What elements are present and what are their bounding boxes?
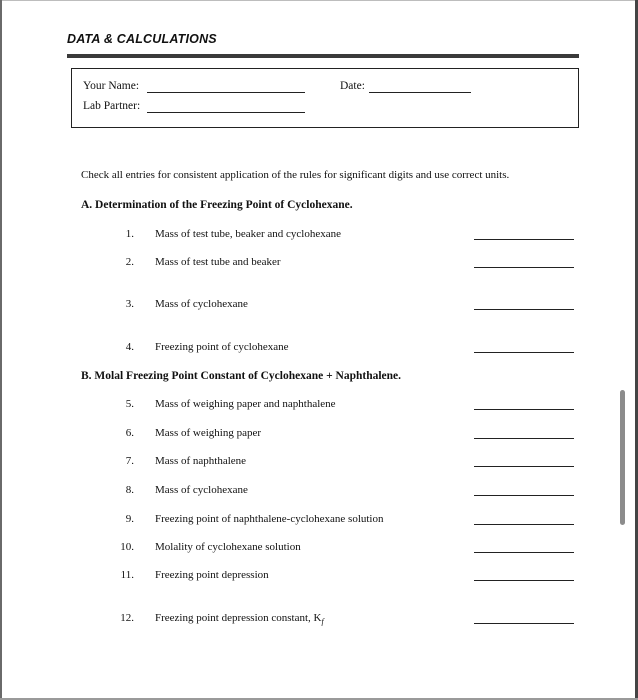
- lab-partner-label: Lab Partner:: [83, 100, 141, 112]
- question-number: 11.: [120, 569, 134, 581]
- question-number: 4.: [125, 341, 134, 353]
- answer-line[interactable]: [474, 239, 574, 240]
- subscript-f: f: [321, 617, 324, 627]
- question-row: [0, 341, 638, 357]
- answer-line[interactable]: [474, 267, 574, 268]
- answer-line[interactable]: [474, 438, 574, 439]
- question-number: 2.: [125, 256, 134, 268]
- answer-line[interactable]: [474, 623, 574, 624]
- name-label: Your Name:: [83, 80, 140, 92]
- question-row: [0, 398, 638, 414]
- question-text: Mass of cyclohexane: [155, 484, 248, 496]
- question-row: [0, 256, 638, 272]
- question-number: 3.: [125, 298, 134, 310]
- answer-line[interactable]: [474, 552, 574, 553]
- question-number: 12.: [120, 612, 134, 624]
- question-number: 10.: [120, 541, 134, 553]
- question-row: [0, 427, 638, 443]
- student-info-box: [71, 68, 579, 128]
- question-number: 9.: [125, 513, 134, 525]
- name-field[interactable]: [147, 92, 305, 93]
- section-a-heading: A. Determination of the Freezing Point of Cyclohexane.: [81, 199, 353, 211]
- question-text: Mass of weighing paper: [155, 427, 262, 439]
- question-text: Mass of test tube and beaker: [155, 256, 281, 268]
- instructions: Check all entries for consistent application of the rules for significant digits and use correct units.: [81, 169, 510, 181]
- question-text-main: Freezing point depression constant, K: [155, 612, 322, 624]
- title-rule: [67, 54, 579, 58]
- answer-line[interactable]: [474, 352, 574, 353]
- answer-line[interactable]: [474, 409, 574, 410]
- answer-line[interactable]: [474, 466, 574, 467]
- question-number: 1.: [125, 228, 134, 240]
- window-top-edge: [0, 0, 638, 1]
- date-label: Date:: [340, 80, 365, 92]
- question-number: 8.: [125, 484, 134, 496]
- answer-line[interactable]: [474, 309, 574, 310]
- question-row: [0, 513, 638, 529]
- question-text: Mass of weighing paper and naphthalene: [155, 398, 336, 410]
- date-field[interactable]: [369, 92, 471, 93]
- question-row: [0, 455, 638, 471]
- question-number: 6.: [125, 427, 134, 439]
- question-text: Freezing point depression: [155, 569, 269, 581]
- lab-partner-field[interactable]: [147, 112, 305, 113]
- answer-line[interactable]: [474, 495, 574, 496]
- page-title: DATA & CALCULATIONS: [67, 32, 217, 46]
- question-row: [0, 569, 638, 585]
- question-row: [0, 228, 638, 244]
- section-b-heading: B. Molal Freezing Point Constant of Cyclohexane + Naphthalene.: [81, 370, 402, 382]
- question-number: 5.: [125, 398, 134, 410]
- question-text: Freezing point of naphthalene-cyclohexane solution: [155, 513, 384, 525]
- question-text: Mass of naphthalene: [155, 455, 247, 467]
- question-text: Mass of cyclohexane: [155, 298, 248, 310]
- question-number: 7.: [125, 455, 134, 467]
- question-row: [0, 612, 638, 628]
- question-row: [0, 484, 638, 500]
- question-row: [0, 541, 638, 557]
- question-text: Molality of cyclohexane solution: [155, 541, 301, 553]
- question-text: [155, 612, 324, 626]
- answer-line[interactable]: [474, 580, 574, 581]
- question-row: [0, 298, 638, 314]
- question-text: Mass of test tube, beaker and cyclohexane: [155, 228, 342, 240]
- answer-line[interactable]: [474, 524, 574, 525]
- question-text: Freezing point of cyclohexane: [155, 341, 289, 353]
